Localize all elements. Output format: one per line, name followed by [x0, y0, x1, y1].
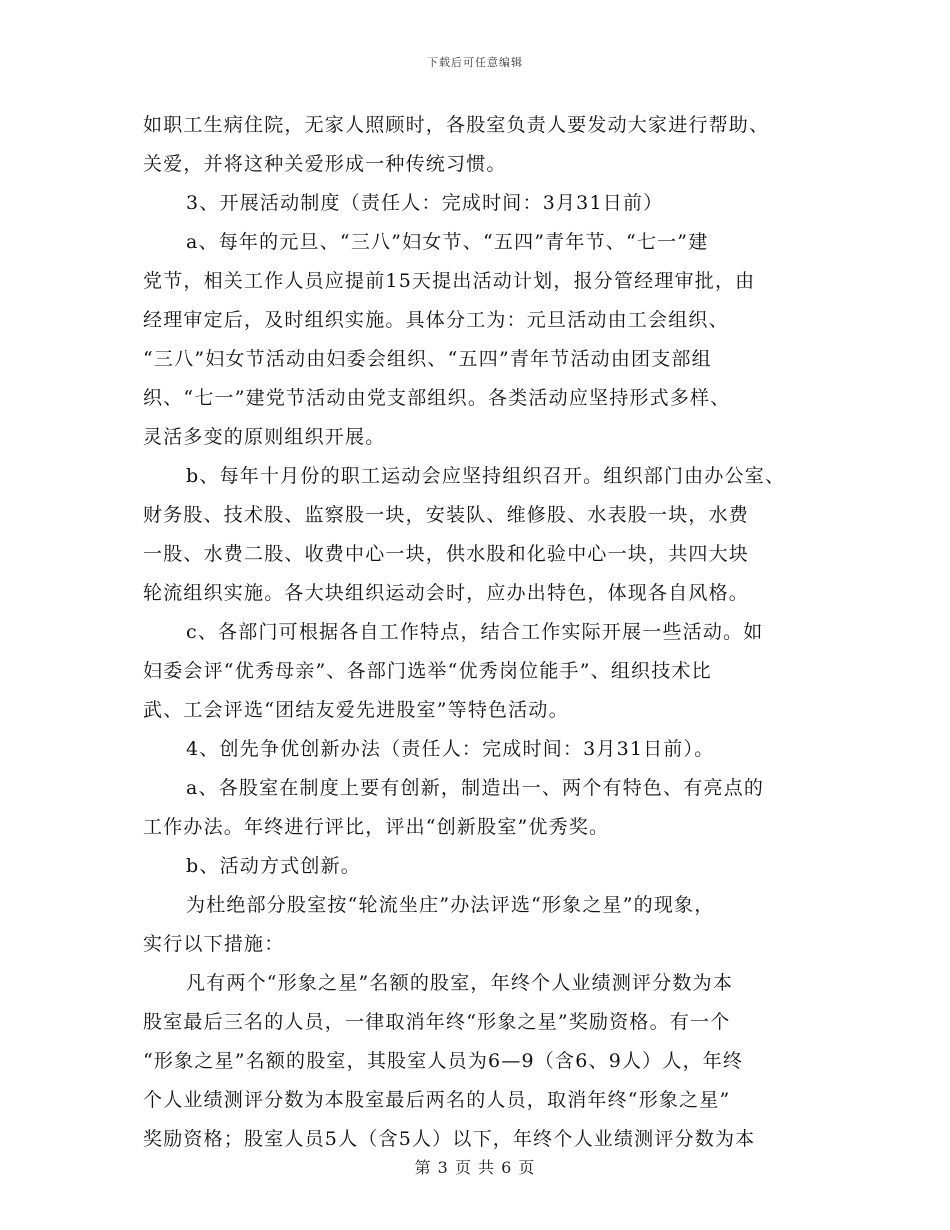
document-body	[143, 106, 823, 1159]
text-line: 灵活多变的原则组织开展。	[143, 426, 386, 448]
text-line: 武、工会评选“团结友爱先进股室”等特色活动。	[143, 699, 569, 721]
text-line: c、各部门可根据各自工作特点，结合工作实际开展一些活动。如	[186, 621, 764, 643]
text-line: 经理审定后，及时组织实施。具体分工为：元旦活动由工会组织、	[143, 309, 729, 331]
text-line: 一股、水费二股、收费中心一块，供水股和化验中心一块，共四大块	[143, 543, 750, 565]
text-line: 轮流组织实施。各大块组织运动会时，应办出特色，体现各自风格。	[143, 582, 750, 604]
text-line: 4、创先争优创新办法（责任人：完成时间：3月31日前）。	[186, 738, 715, 760]
page-footer: 第 3 页 共 6 页	[414, 1158, 536, 1177]
text-line: 奖励资格；股室人员5人（含5人）以下，年终个人业绩测评分数为本	[143, 1128, 756, 1150]
text-line: b、每年十月份的职工运动会应坚持组织召开。组织部门由办公室、	[186, 465, 786, 487]
text-line: 财务股、技术股、监察股一块，安装队、维修股、水表股一块，水费	[143, 504, 750, 526]
text-line: a、每年的元旦、“三八”妇女节、“五四”青年节、“七一”建	[186, 231, 709, 253]
text-line: 3、开展活动制度（责任人：完成时间：3月31日前）	[186, 192, 664, 214]
text-line: 工作办法。年终进行评比，评出“创新股室”优秀奖。	[143, 816, 610, 838]
text-line: 凡有两个“形象之星”名额的股室，年终个人业绩测评分数为本	[186, 972, 734, 994]
text-line: 妇委会评“优秀母亲”、各部门选举“优秀岗位能手”、组织技术比	[143, 660, 712, 682]
text-line: “形象之星”名额的股室，其股室人员为6—9（含6、9人）人，年终	[143, 1050, 744, 1072]
text-line: “三八”妇女节活动由妇委会组织、“五四”青年节活动由团支部组	[143, 348, 712, 370]
text-line: a、各股室在制度上要有创新，制造出一、两个有特色、有亮点的	[186, 777, 765, 799]
text-line: 实行以下措施：	[143, 933, 285, 955]
page-header: 下载后可任意编辑	[427, 56, 523, 69]
text-line: 为杜绝部分股室按“轮流坐庄”办法评选“形象之星”的现象，	[186, 894, 715, 916]
text-line: 如职工生病住院，无家人照顾时，各股室负责人要发动大家进行帮助、	[143, 114, 770, 136]
text-line: 股室最后三名的人员，一律取消年终“形象之星”奖励资格。有一个	[143, 1011, 731, 1033]
text-line: 党节，相关工作人员应提前15天提出活动计划，报分管经理审批，由	[143, 270, 756, 292]
text-line: b、活动方式创新。	[186, 855, 361, 877]
text-line: 织、“七一”建党节活动由党支部组织。各类活动应坚持形式多样、	[143, 387, 731, 409]
text-line: 个人业绩测评分数为本股室最后两名的人员，取消年终“形象之星”	[143, 1089, 731, 1111]
text-line: 关爱，并将这种关爱形成一种传统习惯。	[143, 153, 507, 175]
